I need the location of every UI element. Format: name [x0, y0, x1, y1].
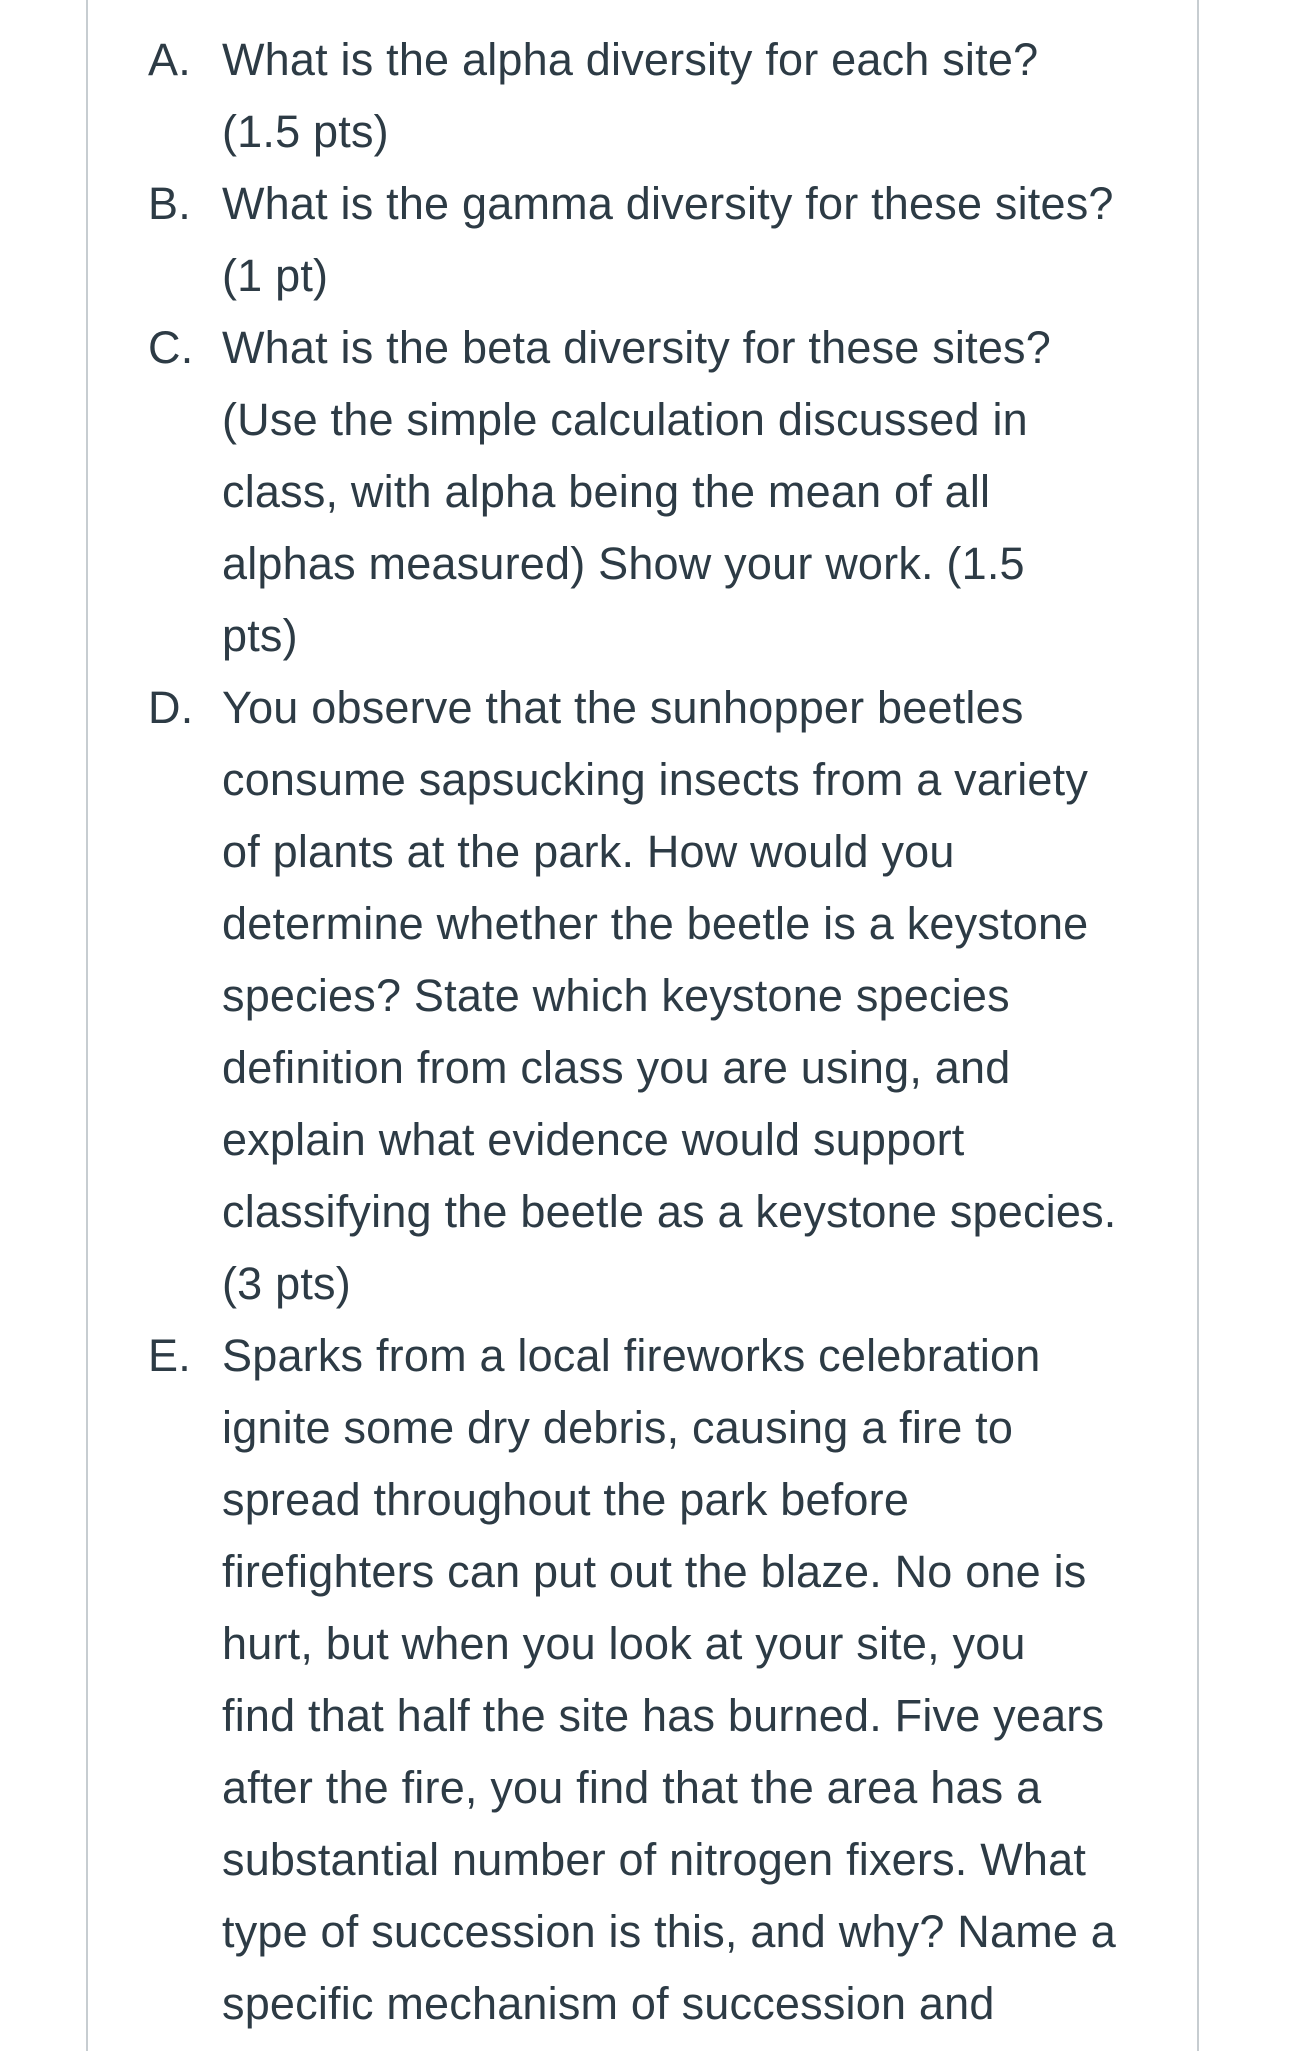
question-marker: A.	[148, 34, 191, 85]
question-text-line: (1 pt)	[222, 250, 329, 301]
question-text-line: species? State which keystone species	[222, 970, 1010, 1021]
question-text-line: consume sapsucking insects from a variety	[222, 754, 1089, 805]
question-text-line: after the fire, you find that the area has a	[222, 1762, 1042, 1813]
question-text-line: ignite some dry debris, causing a fire to	[222, 1402, 1014, 1453]
question-text-line: What is the beta diversity for these sites?	[222, 322, 1051, 373]
question-text-line: definition from class you are using, and	[222, 1042, 1011, 1093]
question-text-line: Sparks from a local fireworks celebration	[222, 1330, 1041, 1381]
question-text-line: determine whether the beetle is a keystone	[222, 898, 1089, 949]
question-text-line: spread throughout the park before	[222, 1474, 910, 1525]
question-text-line: pts)	[222, 610, 298, 661]
question-a	[0, 24, 1290, 168]
question-list	[0, 24, 1290, 2040]
question-text-line: (Use the simple calculation discussed in	[222, 394, 1028, 445]
question-marker: C.	[148, 322, 194, 373]
question-text-line: You observe that the sunhopper beetles	[222, 682, 1024, 733]
question-c	[0, 312, 1290, 672]
question-text-line: explain what evidence would support	[222, 1114, 965, 1165]
question-text-line: hurt, but when you look at your site, you	[222, 1618, 1026, 1669]
question-marker: D.	[148, 682, 194, 733]
question-text-line: (3 pts)	[222, 1258, 351, 1309]
question-text-line: firefighters can put out the blaze. No one is	[222, 1546, 1087, 1597]
question-text-line: type of succession is this, and why? Name a	[222, 1906, 1117, 1957]
question-e	[0, 1320, 1290, 2040]
question-text-line: class, with alpha being the mean of all	[222, 466, 991, 517]
question-text-line: (1.5 pts)	[222, 106, 389, 157]
question-text-line: What is the gamma diversity for these sites?	[222, 178, 1114, 229]
question-b	[0, 168, 1290, 312]
question-text-line: alphas measured) Show your work. (1.5	[222, 538, 1025, 589]
question-text-line: specific mechanism of succession and	[222, 1978, 995, 2029]
question-text-line: substantial number of nitrogen fixers. What	[222, 1834, 1087, 1885]
question-text-line: classifying the beetle as a keystone species.	[222, 1186, 1117, 1237]
question-text-line: of plants at the park. How would you	[222, 826, 955, 877]
question-marker: E.	[148, 1330, 191, 1381]
question-d	[0, 672, 1290, 1320]
question-text-line: find that half the site has burned. Five years	[222, 1690, 1105, 1741]
question-text-line: What is the alpha diversity for each site?	[222, 34, 1039, 85]
question-marker: B.	[148, 178, 191, 229]
